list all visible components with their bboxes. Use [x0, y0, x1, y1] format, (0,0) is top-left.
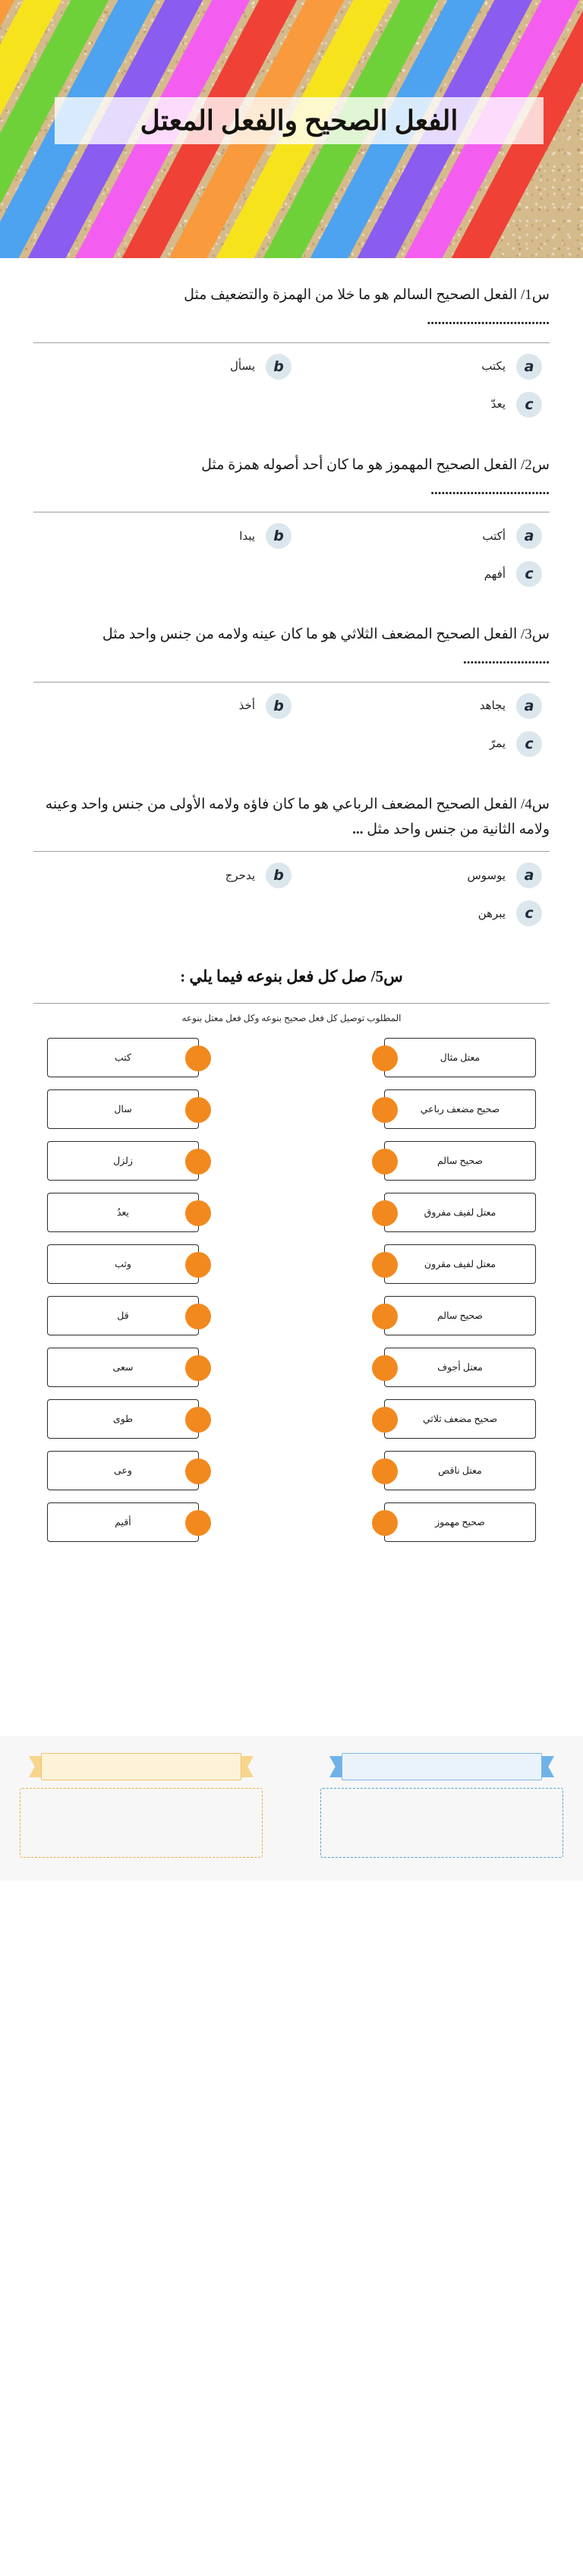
question-block-2 — [33, 433, 550, 603]
match-connector-dot[interactable] — [185, 1304, 211, 1329]
footer-panel-left[interactable] — [20, 1753, 263, 1858]
match-type-card[interactable]: صحيح مضعف ثلاثي — [384, 1399, 536, 1439]
answer-dots-4: ... — [352, 821, 364, 837]
option-b-3[interactable] — [41, 693, 292, 719]
option-label-c: يمرّ — [489, 738, 506, 750]
option-c-2[interactable] — [292, 561, 542, 587]
options-list-2 — [33, 512, 550, 602]
match-connector-dot[interactable] — [185, 1252, 211, 1278]
match-verb-card[interactable]: قل — [47, 1296, 199, 1335]
options-list-1 — [33, 343, 550, 433]
option-label-b: أخذ — [238, 700, 255, 712]
footer-panel-right[interactable] — [320, 1753, 563, 1858]
match-connector-dot[interactable] — [185, 1407, 211, 1433]
match-connector-dot[interactable] — [185, 1458, 211, 1484]
option-badge-c[interactable]: c — [516, 561, 542, 587]
dashed-answer-box-left[interactable] — [20, 1788, 263, 1858]
match-type-card[interactable]: معتل أجوف — [384, 1348, 536, 1387]
option-a-1[interactable] — [292, 354, 542, 380]
option-label-c: أفهم — [484, 568, 506, 581]
options-list-3 — [33, 683, 550, 772]
option-b-4[interactable] — [41, 862, 292, 888]
match-instruction: المطلوب توصيل كل فعل صحيح بنوعه وكل فعل معتل بنوعه — [181, 1013, 402, 1023]
option-badge-c[interactable]: c — [516, 731, 542, 757]
question-prompt-2 — [33, 452, 550, 503]
option-c-3[interactable] — [292, 731, 542, 757]
title-banner — [55, 97, 544, 144]
worksheet-body — [0, 258, 583, 1736]
blank-work-area — [33, 1562, 550, 1736]
page-bottom-margin — [0, 1881, 583, 1972]
match-connector-dot[interactable] — [372, 1149, 398, 1174]
option-badge-a[interactable]: a — [516, 354, 542, 380]
match-verb-card[interactable]: سال — [47, 1089, 199, 1129]
option-b-2[interactable] — [41, 523, 292, 549]
answer-dots-1: .................................. — [427, 312, 550, 329]
option-label-a: يوسوس — [467, 869, 506, 882]
match-row — [47, 1244, 536, 1284]
question-text-2: س2/ الفعل الصحيح المهموز هو ما كان أحد أصوله همزة مثل — [201, 456, 550, 473]
question-block-1 — [33, 263, 550, 433]
option-a-4[interactable] — [292, 862, 542, 888]
match-row — [47, 1399, 536, 1439]
match-connector-dot[interactable] — [372, 1304, 398, 1329]
option-a-2[interactable] — [292, 523, 542, 549]
match-type-card[interactable]: معتل لفيف مقرون — [384, 1244, 536, 1284]
match-row — [47, 1348, 536, 1387]
options-list-4 — [33, 852, 550, 941]
ribbon-banner-blue — [329, 1753, 554, 1780]
question-prompt-4 — [33, 792, 550, 843]
match-verb-card[interactable]: أقيم — [47, 1502, 199, 1542]
match-verb-card[interactable]: وعى — [47, 1451, 199, 1490]
option-label-c: يعدّ — [490, 399, 506, 411]
dashed-answer-box-right[interactable] — [320, 1788, 563, 1858]
match-verb-card[interactable]: زلزل — [47, 1141, 199, 1181]
question-text-1: س1/ الفعل الصحيح السالم هو ما خلا من الهمزة والتضعيف مثل — [184, 287, 550, 303]
question-block-4 — [33, 772, 550, 942]
option-c-1[interactable] — [292, 392, 542, 418]
match-row — [47, 1296, 536, 1335]
match-connector-dot[interactable] — [372, 1458, 398, 1484]
option-label-a: يكتب — [481, 361, 506, 373]
match-connector-dot[interactable] — [185, 1045, 211, 1071]
match-row — [47, 1451, 536, 1490]
page-header — [0, 0, 583, 258]
match-verb-card[interactable]: كتب — [47, 1038, 199, 1077]
option-label-b: يدحرج — [225, 869, 255, 882]
match-type-card[interactable]: معتل ناقص — [384, 1451, 536, 1490]
match-row — [47, 1038, 536, 1077]
match-connector-dot[interactable] — [185, 1200, 211, 1226]
question-prompt-3 — [33, 622, 550, 673]
option-badge-b[interactable]: b — [266, 523, 292, 549]
match-connector-dot[interactable] — [372, 1200, 398, 1226]
match-connector-dot[interactable] — [372, 1252, 398, 1278]
match-connector-dot[interactable] — [372, 1510, 398, 1536]
match-row — [47, 1141, 536, 1181]
option-label-b: يسأل — [229, 361, 255, 373]
match-type-card[interactable]: صحيح مضعف رباعي — [384, 1089, 536, 1129]
option-a-3[interactable] — [292, 693, 542, 719]
option-label-b: يبدا — [239, 530, 255, 543]
question-text-4: س4/ الفعل الصحيح المضعف الرباعي هو ما كان فاؤه ولامه الأولى من جنس واحد وعينه ولامه الثانية من جنس واحد مثل — [45, 796, 550, 837]
ribbon-banner-orange — [29, 1753, 254, 1780]
option-badge-a[interactable]: a — [516, 523, 542, 549]
ribbon-body — [41, 1753, 241, 1780]
match-connector-dot[interactable] — [185, 1149, 211, 1174]
match-connector-dot[interactable] — [372, 1045, 398, 1071]
match-connector-dot[interactable] — [372, 1355, 398, 1381]
match-type-card[interactable]: صحيح سالم — [384, 1141, 536, 1181]
option-label-c: يبرهن — [477, 907, 506, 920]
option-badge-c[interactable]: c — [516, 392, 542, 418]
question-text-3: س3/ الفعل الصحيح المضعف الثلاثي هو ما كان عينه ولامه من جنس واحد مثل — [102, 626, 550, 642]
option-badge-c[interactable]: c — [516, 900, 542, 926]
answer-dots-2: ................................. — [430, 481, 550, 498]
footer-panels — [0, 1736, 583, 1881]
match-type-card[interactable]: معتل مثال — [384, 1038, 536, 1077]
question-prompt-1 — [33, 282, 550, 333]
match-connector-dot[interactable] — [185, 1097, 211, 1123]
option-label-a: أكتب — [482, 530, 506, 543]
match-verb-card[interactable]: وثب — [47, 1244, 199, 1284]
question-block-3 — [33, 602, 550, 772]
option-badge-b[interactable]: b — [266, 354, 292, 380]
option-badge-a[interactable]: a — [516, 862, 542, 888]
option-label-a: يجاهد — [479, 700, 506, 712]
match-row — [47, 1502, 536, 1542]
answer-dots-3: ........................ — [463, 651, 550, 668]
match-verb-card[interactable]: سعى — [47, 1348, 199, 1387]
match-connector-dot[interactable] — [372, 1407, 398, 1433]
match-verb-card[interactable]: يعدُ — [47, 1193, 199, 1232]
page-title: الفعل الصحيح والفعل المعتل — [140, 106, 459, 136]
match-type-card[interactable]: صحيح سالم — [384, 1296, 536, 1335]
match-connector-dot[interactable] — [372, 1097, 398, 1123]
option-badge-b[interactable]: b — [266, 693, 292, 719]
option-badge-b[interactable]: b — [266, 862, 292, 888]
match-row — [47, 1193, 536, 1232]
match-connector-dot[interactable] — [185, 1510, 211, 1536]
match-title: س5/ صل كل فعل بنوعه فيما يلي : — [180, 967, 403, 985]
match-type-card[interactable]: معتل لفيف مفروق — [384, 1193, 536, 1232]
match-row — [47, 1089, 536, 1129]
ribbon-body — [342, 1753, 542, 1780]
option-b-1[interactable] — [41, 354, 292, 380]
option-badge-a[interactable]: a — [516, 693, 542, 719]
match-verb-card[interactable]: طوى — [47, 1399, 199, 1439]
option-c-4[interactable] — [292, 900, 542, 926]
match-connector-dot[interactable] — [185, 1355, 211, 1381]
match-grid — [33, 1038, 550, 1562]
match-section — [33, 941, 550, 1562]
match-type-card[interactable]: صحيح مهموز — [384, 1502, 536, 1542]
